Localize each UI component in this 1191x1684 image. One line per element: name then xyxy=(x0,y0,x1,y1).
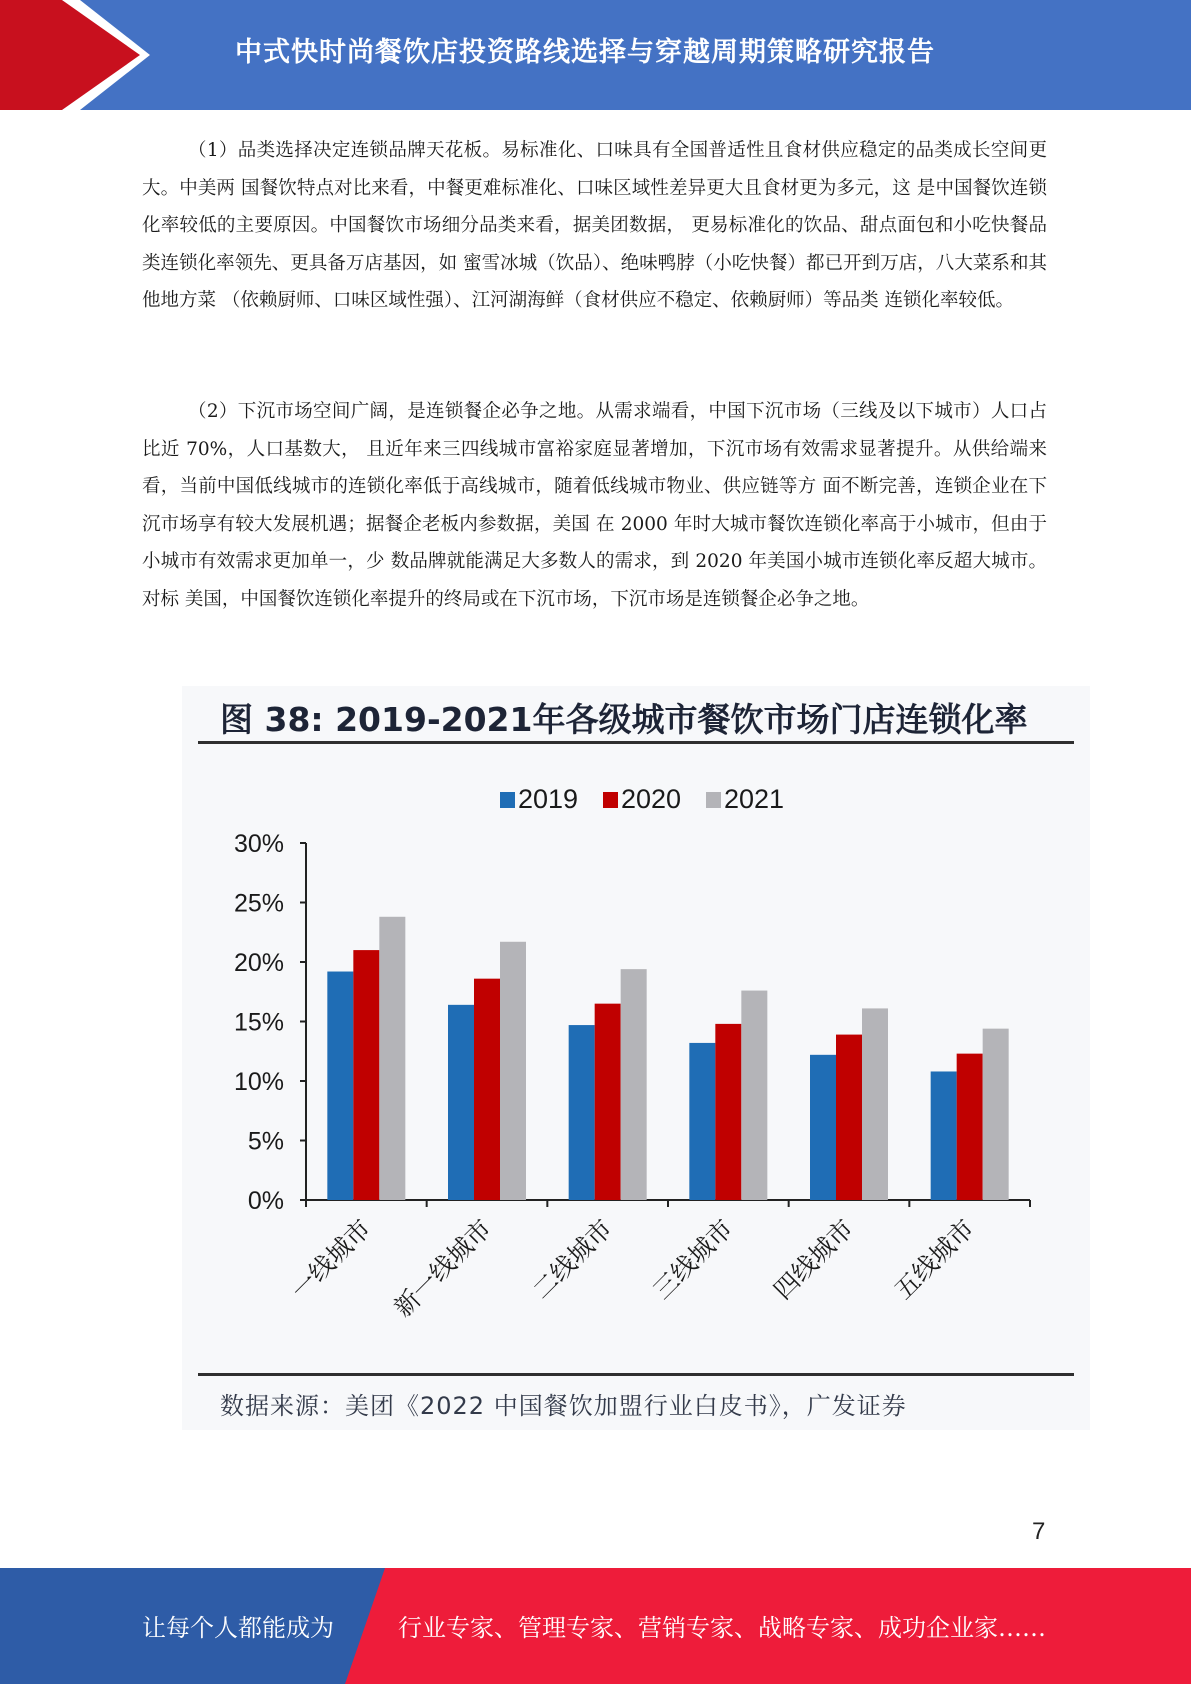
bar-2019-二线城市 xyxy=(569,1025,595,1200)
report-title: 中式快时尚餐饮店投资路线选择与穿越周期策略研究报告 xyxy=(235,37,935,68)
bar-2020-三线城市 xyxy=(715,1024,741,1200)
bar-2019-三线城市 xyxy=(689,1043,715,1200)
y-tick-label: 10% xyxy=(233,1068,284,1096)
paragraph-lower-tier-market: （2）下沉市场空间广阔，是连锁餐企必争之地。从需求端看，中国下沉市场（三线及以下城市）人口占比近 70%，人口基数大， 且近年来三四线城市富裕家庭显著增加，下沉市场有效需求显著提升。从供给端来 看，当前中国低线城市的连锁化率低于高线城市，随着低线城市物业、供应链等方 面不断完善，连锁企业在下沉市场享有较大发展机遇；据餐企老板内参数据，美国 在 2000 年时大城市餐饮连锁化率高于小城市，但由于小城市有效需求更加单一，少 数品牌就能满足大多数人的需求，到 2020 年美国小城市连锁化率反超大城市。对标 美国，中国餐饮连锁化率提升的终局或在下沉市场，下沉市场是连锁餐企必争之地。 xyxy=(142,401,1047,610)
bar-2021-三线城市 xyxy=(741,991,767,1200)
page-number: 7 xyxy=(1032,1518,1046,1545)
y-tick-label: 20% xyxy=(233,949,284,977)
legend-label-2021: 2021 xyxy=(724,784,785,814)
bar-2019-四线城市 xyxy=(810,1055,836,1200)
bar-2020-一线城市 xyxy=(353,950,379,1200)
bar-2020-新一线城市 xyxy=(474,979,500,1200)
y-tick-label: 15% xyxy=(233,1008,284,1037)
figure-title: 图 38: 2019-2021年各级城市餐饮市场门店连锁化率 xyxy=(220,700,1028,739)
legend-swatch-2020 xyxy=(603,792,618,808)
x-category-label: 一线城市 xyxy=(285,1213,377,1305)
paragraph-category-selection: （1）品类选择决定连锁品牌天花板。易标准化、口味具有全国普适性且食材供应稳定的品类成长空间更大。中美两 国餐饮特点对比来看，中餐更难标准化、口味区域性差异更大且食材更为多元，这 是中国餐饮连锁化率较低的主要原因。中国餐饮市场细分品类来看，据美团数据， 更易标准化的饮品、甜点面包和小吃快餐品类连锁化率领先、更具备万店基因，如 蜜雪冰城（饮品）、绝味鸭脖（小吃快餐）都已开到万店，八大菜系和其他地方菜 （依赖厨师、口味区域性强）、江河湖海鲜（食材供应不稳定、依赖厨师）等品类 连锁化率较低。 xyxy=(142,140,1047,311)
bar-2020-二线城市 xyxy=(595,1004,621,1200)
bar-2021-四线城市 xyxy=(862,1008,888,1200)
bar-2019-五线城市 xyxy=(931,1071,957,1200)
y-tick-label: 5% xyxy=(247,1127,284,1156)
legend-label-2019: 2019 xyxy=(518,784,579,814)
bar-2020-五线城市 xyxy=(957,1054,983,1200)
footer-slogan-left: 让每个人都能成为 xyxy=(142,1614,334,1642)
bar-chart xyxy=(182,686,1090,1376)
legend-label-2020: 2020 xyxy=(621,784,682,814)
legend-swatch-2019 xyxy=(500,792,515,808)
bar-2021-二线城市 xyxy=(621,969,647,1200)
x-category-label: 三线城市 xyxy=(647,1213,739,1305)
y-tick-label: 30% xyxy=(233,830,284,858)
page-footer xyxy=(0,1568,1191,1684)
figure-source: 数据来源：美团《2022 中国餐饮加盟行业白皮书》，广发证券 xyxy=(220,1392,907,1420)
bar-2019-一线城市 xyxy=(327,972,353,1200)
figure-bottom-rule xyxy=(198,1373,1074,1376)
header-chevron-decoration xyxy=(0,0,160,110)
legend-swatch-2021 xyxy=(706,792,721,808)
figure-chain-rate-chart xyxy=(182,686,1090,1430)
footer-slogan-right: 行业专家、管理专家、营销专家、战略专家、成功企业家…… xyxy=(398,1614,1046,1642)
x-category-label: 四线城市 xyxy=(768,1213,860,1305)
y-tick-label: 0% xyxy=(247,1187,284,1215)
page-header xyxy=(0,0,1191,110)
x-category-label: 新一线城市 xyxy=(388,1213,498,1323)
x-category-label: 五线城市 xyxy=(888,1213,980,1305)
bar-2021-新一线城市 xyxy=(500,942,526,1200)
bar-2019-新一线城市 xyxy=(448,1005,474,1200)
y-tick-label: 25% xyxy=(233,889,284,918)
bar-2021-一线城市 xyxy=(379,917,405,1200)
x-category-label: 二线城市 xyxy=(526,1213,618,1305)
bar-2020-四线城市 xyxy=(836,1035,862,1200)
bar-2021-五线城市 xyxy=(983,1029,1009,1200)
